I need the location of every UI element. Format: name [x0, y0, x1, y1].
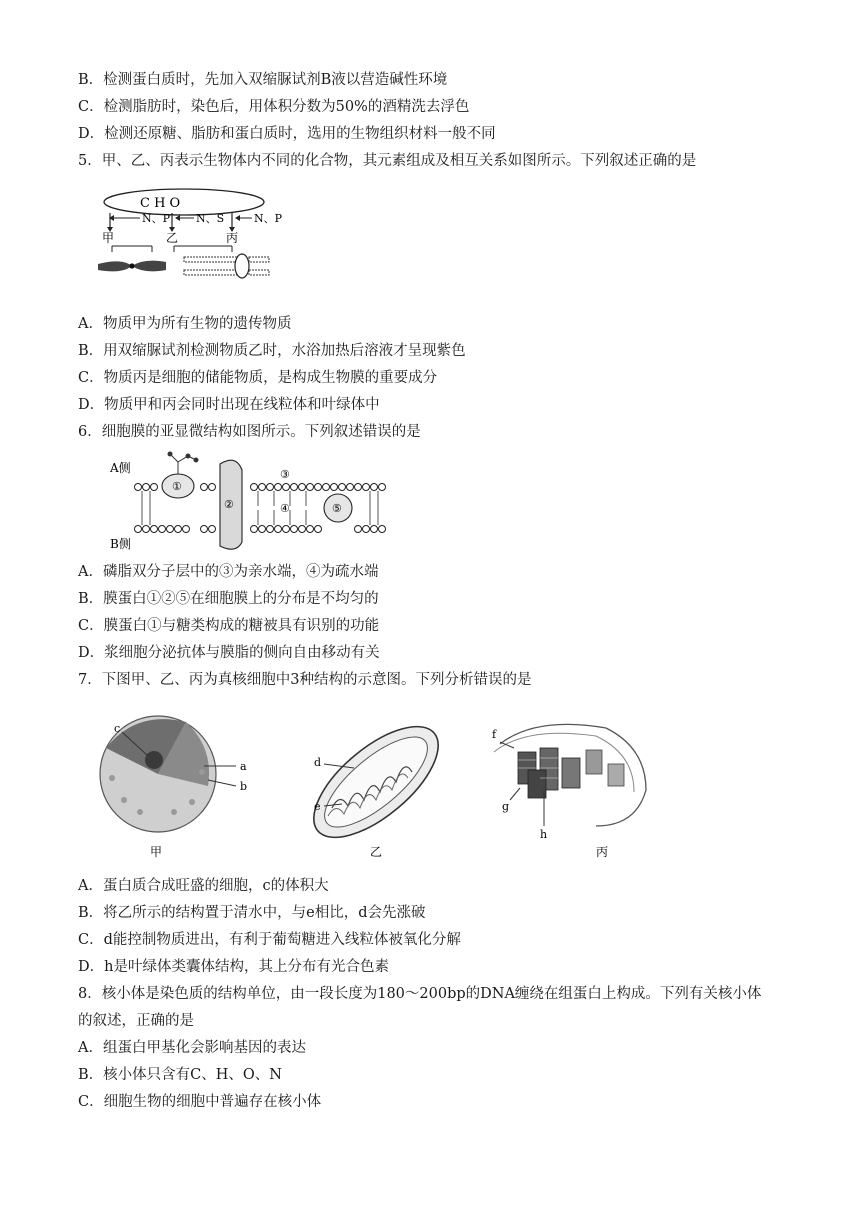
lower-lipid-heads	[135, 526, 386, 533]
glycoprotein-chain-icon	[168, 452, 198, 476]
q8-option-b: B．核小体只含有C、H、O、N	[78, 1067, 282, 1083]
head-3-label: ③	[280, 468, 290, 481]
q6-figure	[108, 450, 398, 560]
q7-option-a: A．蛋白质合成旺盛的细胞，c的体积大	[78, 878, 329, 894]
label-f: f	[492, 728, 497, 741]
q4-option-d: D．检测还原糖、脂肪和蛋白质时，选用的生物组织材料一般不同	[78, 126, 496, 142]
q5-stem: 5．甲、乙、丙表示生物体内不同的化合物，其元素组成及相互关系如图所示。下列叙述正确的是	[78, 153, 697, 169]
q5-option-c: C．物质丙是细胞的储能物质，是构成生物膜的重要成分	[78, 370, 438, 386]
q5-figure	[92, 186, 292, 286]
label-g: g	[502, 800, 510, 813]
chloroplast-illustration	[494, 724, 646, 826]
q5-option-d: D．物质甲和丙会同时出现在线粒体和叶绿体中	[78, 397, 380, 413]
q6-stem: 6．细胞膜的亚显微结构如图所示。下列叙述错误的是	[78, 424, 421, 440]
label-a: a	[240, 760, 247, 773]
protein-5-label: ⑤	[332, 502, 342, 515]
q4-option-b: B．检测蛋白质时，先加入双缩脲试剂B液以营造碱性环境	[78, 72, 448, 88]
q6-option-c: C．膜蛋白①与糖类构成的糖被具有识别的功能	[78, 618, 380, 634]
side-a-label: A侧	[110, 461, 131, 475]
q6-option-b: B．膜蛋白①②⑤在细胞膜上的分布是不均匀的	[78, 591, 379, 607]
q7-option-c: C．d能控制物质进出，有利于葡萄糖进入线粒体被氧化分解	[78, 932, 461, 948]
label-b: b	[240, 780, 248, 793]
q5-yi-label: 乙	[166, 231, 179, 245]
q5-jia-label: 甲	[102, 231, 115, 245]
q6-option-d: D．浆细胞分泌抗体与膜脂的侧向自由移动有关	[78, 645, 380, 661]
nucleolus	[145, 751, 163, 769]
label-bing: 丙	[596, 845, 609, 859]
membrane-segment-icon	[184, 254, 269, 278]
q5-add2-label: N、S	[196, 212, 225, 225]
q8-option-a: A．组蛋白甲基化会影响基因的表达	[78, 1040, 306, 1056]
label-h: h	[540, 828, 548, 841]
q8-stem-line2: 的叙述，正确的是	[78, 1013, 194, 1029]
side-b-label: B侧	[110, 537, 131, 551]
label-d: d	[314, 756, 322, 769]
chromosome-icon	[98, 261, 166, 272]
q7-stem: 7．下图甲、乙、丙为真核细胞中3种结构的示意图。下列分析错误的是	[78, 672, 532, 688]
q5-bing-label: 丙	[226, 231, 239, 245]
label-yi: 乙	[370, 845, 383, 859]
label-e: e	[314, 800, 321, 813]
protein-1-label: ①	[172, 480, 182, 493]
label-jia: 甲	[150, 845, 163, 859]
q4-option-c: C．检测脂肪时，染色后，用体积分数为50%的酒精洗去浮色	[78, 99, 470, 115]
q5-option-b: B．用双缩脲试剂检测物质乙时，水浴加热后溶液才呈现紫色	[78, 343, 466, 359]
q7-option-b: B．将乙所示的结构置于清水中，与e相比，d会先涨破	[78, 905, 426, 921]
mitochondrion-illustration	[296, 708, 456, 857]
label-c: c	[114, 722, 121, 735]
q5-option-a: A．物质甲为所有生物的遗传物质	[78, 316, 292, 332]
q7-figure	[96, 708, 656, 862]
q8-option-c: C．细胞生物的细胞中普遍存在核小体	[78, 1094, 322, 1110]
grana-stacks	[518, 748, 624, 798]
protein-2-label: ②	[224, 498, 234, 511]
q8-stem-line1: 8．核小体是染色质的结构单位，由一段长度为180～200bp的DNA缠绕在组蛋白上构成。下列有关核小体	[78, 986, 762, 1002]
q6-option-a: A．磷脂双分子层中的③为亲水端，④为疏水端	[78, 564, 379, 580]
q5-elements-label: C H O	[140, 196, 181, 211]
q5-add3-label: N、P	[254, 212, 283, 225]
tail-4-label: ④	[280, 502, 290, 515]
q5-add1-label: N、P	[142, 212, 171, 225]
q7-option-d: D．h是叶绿体类囊体结构，其上分布有光合色素	[78, 959, 389, 975]
